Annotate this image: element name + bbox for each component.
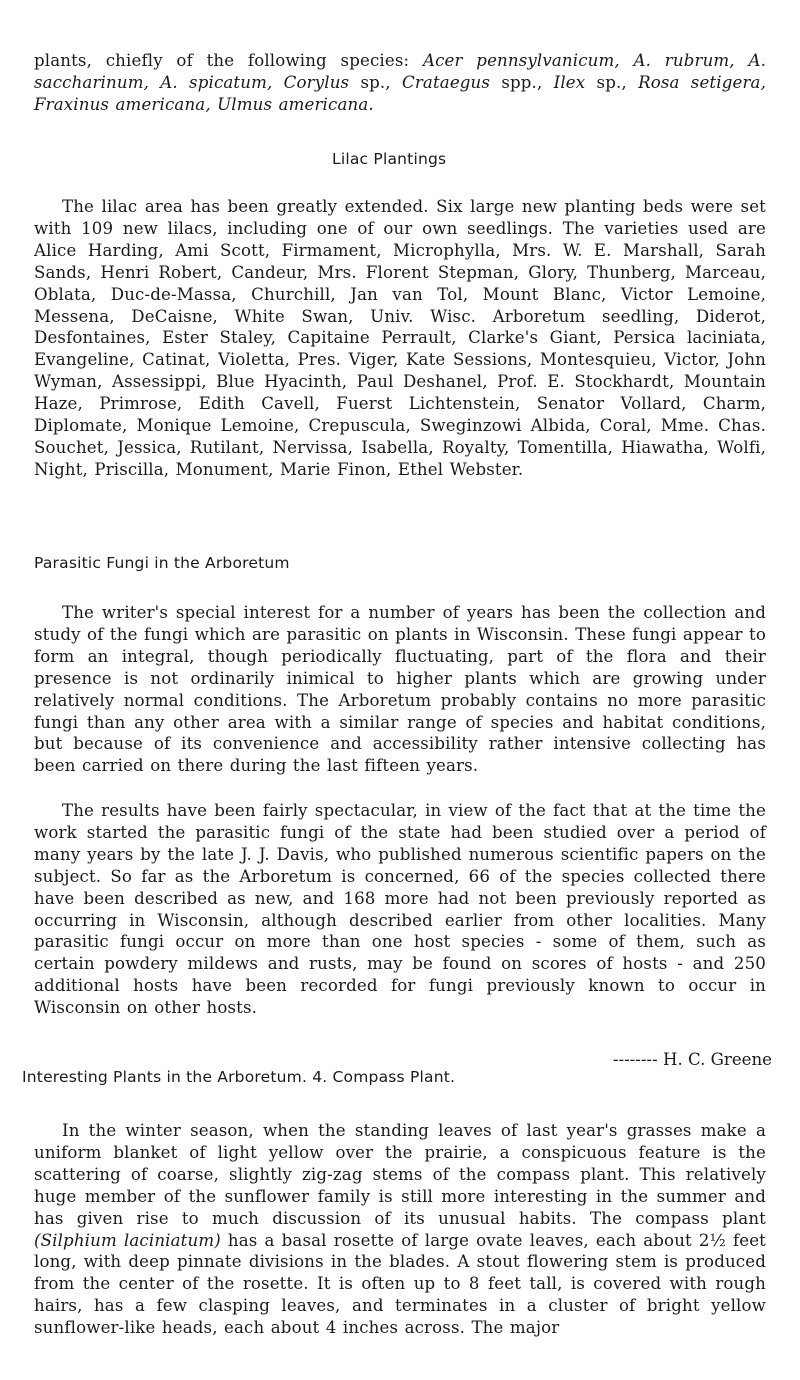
text-run: In the winter season, when the standing leaves of last year's grasses make a uniform blanket of light yellow over the prairie, a conspicuous feature is the scattering of coarse, slightly zig-zag stems of the compass plant. This relatively huge member of the sunflower family is still more interesting in the summer and has given rise to much discussion of its unusual habits. The compass plant (34, 1121, 766, 1228)
section-heading-lilac-plantings (332, 150, 446, 168)
section-heading-compass-plant (22, 1068, 455, 1086)
italic-text-run: (Silphium laciniatum) (34, 1230, 221, 1250)
intro-paragraph (34, 50, 766, 116)
fungi-paragraph-1 (34, 602, 766, 777)
italic-text-run: Ilex (553, 72, 586, 92)
lilac-paragraph (34, 196, 766, 481)
italic-text-run: Crataegus (401, 72, 491, 92)
italic-text-run: Acer pennsylvanicum, A. rubrum, A. saccharinum, A. spicatum, Corylus (34, 51, 766, 92)
text-run: has a basal rosette of large ovate leaves, each about 2½ feet long, with deep pinnate divisions in the blades. A stout flowering stem is produced from the center of the rosette. It is often up to 8 feet tall, is covered with rough hairs, has a few clasping leaves, and terminates in a cluster of bright yellow sunflower-like heads, each about 4 inches across. The major (34, 1230, 766, 1338)
author-signature (613, 1050, 772, 1069)
text-run: sp., (585, 72, 639, 92)
text-run: Lilac Plantings (332, 150, 447, 168)
text-run: -------- H. C. Greene (612, 1050, 772, 1069)
fungi-paragraph-2 (34, 800, 766, 1019)
italic-text-run: Rosa setigera, Fraxinus americana, Ulmus americana. (34, 72, 767, 114)
text-run: sp., (349, 72, 402, 92)
text-run: Interesting Plants in the Arboretum. 4. Compass Plant. (22, 1068, 456, 1086)
text-run: plants, chiefly of the following species: (34, 51, 423, 70)
text-run: The results have been fairly spectacular, in view of the fact that at the time the work started the parasitic fungi of the state had been studied over a period of many years by the late J. J. Davis, who published numerous scientific papers on the subject. So far as the Arboretum is concerned, 66 of the species collected there have been described as new, and 168 more had not been previously reported as occurring in Wisconsin, although described earlier from other localities. Many parasitic fungi occur on more than one host species - some of them, such as certain powdery mildews and rusts, may be found on scores of hosts - and 250 additional hosts have been recorded for fungi previously known to occur in Wisconsin on other hosts. (34, 801, 766, 1018)
section-heading-parasitic-fungi (34, 554, 290, 572)
text-run: The lilac area has been greatly extended. Six large new planting beds were set with 109 new lilacs, including one of our own seedlings. The varieties used are Alice Harding, Ami Scott, Firmament, Microphylla, Mrs. W. E. Marshall, Sarah Sands, Henri Robert, Candeur, Mrs. Florent Stepman, Glory, Thunberg, Marceau, Oblata, Duc-de-Massa, Churchill, Jan van Tol, Mount Blanc, Victor Lemoine, Messena, DeCaisne, White Swan, Univ. Wisc. Arboretum seedling, Diderot, Desfontaines, Ester Staley, Capitaine Perrault, Clarke's Giant, Persica laciniata, Evangeline, Catinat, Violetta, Pres. Viger, Kate Sessions, Montesquieu, Victor, John Wyman, Assessippi, Blue Hyacinth, Paul Deshanel, Prof. E. Stockhardt, Mountain Haze, Primrose, Edith Cavell, Fuerst Lichtenstein, Senator Vollard, Charm, Diplomate, Monique Lemoine, Crepuscula, Sweginzowi Albida, Coral, Mme. Chas. Souchet, Jessica, Rutilant, Nervissa, Isabella, Royalty, Tomentilla, Hiawatha, Wolfi, Night, Priscilla, Monument, Marie Finon, Ethel Webster. (34, 197, 766, 479)
compass-plant-paragraph (34, 1120, 766, 1339)
text-run: Parasitic Fungi in the Arboretum (34, 554, 290, 572)
text-run: The writer's special interest for a number of years has been the collection and study of the fungi which are parasitic on plants in Wisconsin. These fungi appear to form an integral, though periodically fluctuating, part of the flora and their presence is not ordinarily inimical to higher plants which are growing under relatively normal conditions. The Arboretum probably contains no more parasitic fungi than any other area with a similar range of species and habitat conditions, but because of its convenience and accessibility rather intensive collecting has been carried on there during the last fifteen years. (34, 603, 766, 776)
text-run: spp., (490, 72, 554, 92)
